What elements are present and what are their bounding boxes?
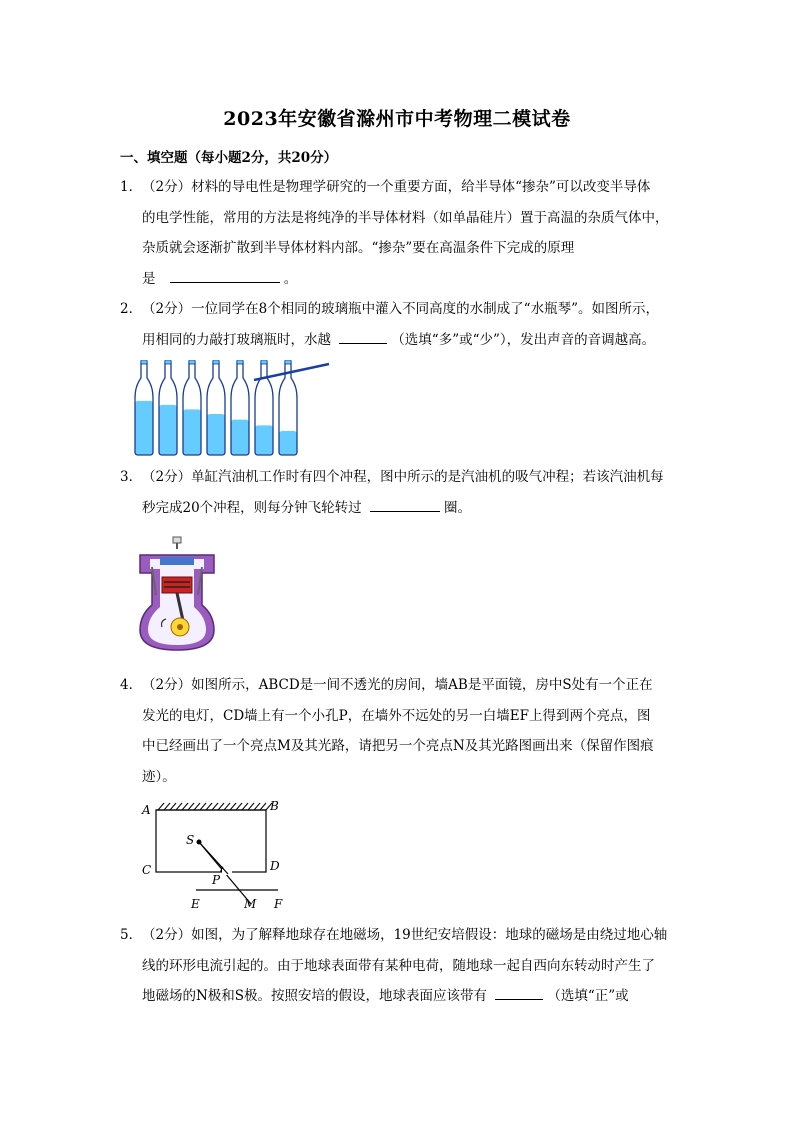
- bottle-cap: [261, 360, 267, 364]
- water-bottle: [159, 360, 177, 455]
- answer-blank[interactable]: [170, 268, 280, 283]
- mirror-hatch-mark: [188, 803, 194, 810]
- room-ABCD: [156, 810, 266, 872]
- water-fill: [279, 431, 297, 455]
- page-title: 2023年安徽省滁州市中考物理二模试卷: [223, 108, 571, 130]
- question-number: 1．: [120, 179, 143, 195]
- question-2: [120, 294, 680, 355]
- mirror-hatch-mark: [230, 803, 236, 810]
- water-fill: [183, 409, 201, 455]
- question-number: 3．: [120, 469, 143, 485]
- question-text: 的电学性能，常用的方法是将纯净的半导体材料（如单晶硅片）置于高温的杂质气体中，: [142, 209, 669, 226]
- water-bottle: [183, 360, 201, 455]
- question-text: 地磁场的N极和S极。按照安培的假设，地球表面应该带有: [142, 988, 488, 1004]
- label-A: A: [142, 803, 151, 817]
- question-text: （2分）材料的导电性是物理学研究的一个重要方面，给半导体“掺杂”可以改变半导体: [142, 179, 651, 195]
- label-M: M: [244, 897, 257, 911]
- mirror-hatch-mark: [218, 803, 224, 810]
- question-3: [120, 462, 680, 523]
- bottle-cap: [237, 360, 243, 364]
- question-text: （选填“正”或: [547, 988, 629, 1004]
- question-text: 是: [142, 270, 156, 287]
- mirror-hatch-mark: [236, 803, 242, 810]
- water-fill: [159, 405, 177, 455]
- mirror-hatch-mark: [242, 803, 248, 810]
- water-bottle: [231, 360, 249, 455]
- question-text: 杂质就会逐渐扩散到半导体材料内部。“掺杂”要在高温条件下完成的原理: [142, 240, 575, 256]
- answer-blank[interactable]: [370, 497, 440, 512]
- question-4: [120, 670, 680, 792]
- mirror-hatch-mark: [254, 803, 260, 810]
- mirror-hatch-mark: [212, 803, 218, 810]
- water-fill: [231, 420, 249, 455]
- question-text: （2分）一位同学在8个相同的玻璃瓶中灌入不同高度的水制成了“水瓶琴”。如图所示，: [142, 301, 659, 317]
- water-bottle: [255, 360, 273, 455]
- question-text: 用相同的力敲打玻璃瓶时，水越: [142, 331, 331, 348]
- question-text: 发光的电灯，CD墙上有一个小孔P，在墙外不远处的另一白墙EF上得到两个亮点，图: [142, 707, 651, 724]
- bottle-cap: [189, 360, 195, 364]
- mirror-hatch-mark: [194, 803, 200, 810]
- mirror-hatch-mark: [206, 803, 212, 810]
- mirror-hatch-mark: [248, 803, 254, 810]
- mirror-hatch-mark: [170, 803, 176, 810]
- question-text: （2分）如图所示，ABCD是一间不透光的房间，墙AB是平面镜，房中S处有一个正在: [142, 677, 653, 693]
- water-fill: [207, 414, 225, 455]
- spark-plug-cap: [173, 537, 181, 543]
- water-bottle: [207, 360, 225, 455]
- section-heading: 一、填空题（每小题2分，共20分）: [120, 150, 338, 166]
- bottle-cap: [141, 360, 147, 364]
- question-text: 中已经画出了一个亮点M及其光路，请把另一个亮点N及其光路图画出来（保留作图痕: [142, 738, 654, 754]
- bottle-cap: [285, 360, 291, 364]
- mirror-hatch-mark: [164, 803, 170, 810]
- bottle-cap: [213, 360, 219, 364]
- water-bottles-figure: [130, 360, 340, 460]
- mirror-hatch-mark: [158, 803, 164, 810]
- question-text: （选填“多”或“少”），发出声音的音调越高。: [391, 331, 656, 348]
- mirror-hatch-mark: [182, 803, 188, 810]
- answer-blank[interactable]: [495, 985, 543, 1000]
- question-number: 5．: [120, 927, 143, 943]
- mirror-hatch-mark: [200, 803, 206, 810]
- label-S: S: [186, 833, 195, 847]
- question-text: 圈。: [443, 499, 471, 516]
- question-5: [120, 920, 680, 1012]
- question-text: （2分）单缸汽油机工作时有四个冲程，图中所示的是汽油机的吸气冲程；若该汽油机每: [142, 469, 664, 485]
- question-text: 线的环形电流引起的。由于地球表面带有某种电荷，随地球一起自西向东转动时产生了: [142, 957, 655, 974]
- question-text: 迹）。: [142, 768, 176, 785]
- label-P: P: [212, 873, 221, 887]
- piston: [162, 577, 192, 593]
- label-D: D: [270, 859, 280, 873]
- cylinder-head: [160, 557, 194, 565]
- mirror-hatch-mark: [260, 803, 266, 810]
- water-bottle: [135, 360, 153, 455]
- bottle-cap: [165, 360, 171, 364]
- question-number: 2．: [120, 301, 143, 317]
- mirror-hatch-mark: [176, 803, 182, 810]
- water-fill: [255, 425, 273, 455]
- question-text: 。: [283, 270, 298, 287]
- answer-blank[interactable]: [339, 329, 387, 344]
- water-fill: [135, 401, 153, 455]
- question-text: 秒完成20个冲程，则每分钟飞轮转过: [142, 499, 362, 516]
- question-1: [120, 172, 680, 294]
- label-B: B: [270, 799, 279, 813]
- label-F: F: [274, 897, 283, 911]
- label-E: E: [191, 897, 200, 911]
- engine-figure: [132, 535, 222, 653]
- label-C: C: [142, 863, 152, 877]
- mirror-hatch-mark: [224, 803, 230, 810]
- room-optics-figure: [136, 796, 296, 916]
- question-text: （2分）如图，为了解释地球存在地磁场，19世纪安培假设：地球的磁场是由绕过地心轴: [142, 927, 668, 943]
- question-number: 4．: [120, 677, 143, 693]
